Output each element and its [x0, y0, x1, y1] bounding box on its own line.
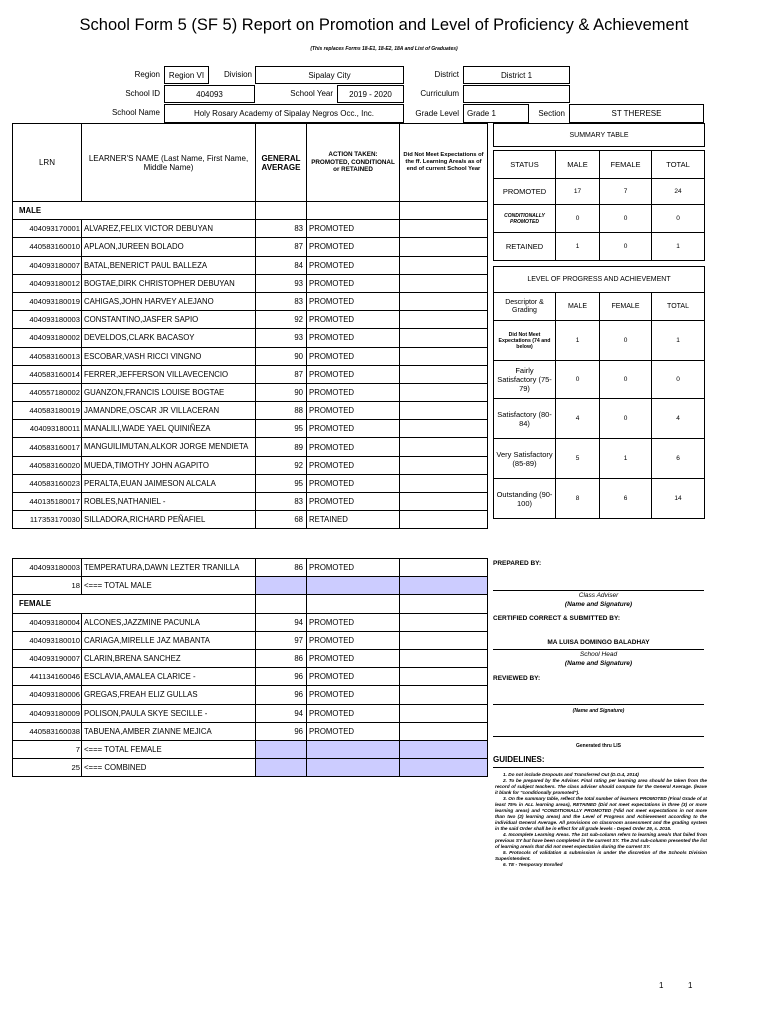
general-average-cell: 96	[256, 686, 307, 704]
school-name-label: School Name	[111, 108, 160, 117]
not-met-cell	[400, 704, 488, 722]
learner-name-cell: APLAON,JUREEN BOLADO	[82, 238, 256, 256]
progress-female: 0	[600, 321, 652, 361]
section-field: ST THERESE	[569, 104, 704, 123]
learner-name-cell: ALVAREZ,FELIX VICTOR DEBUYAN	[82, 220, 256, 238]
table-row	[13, 649, 488, 667]
table-row	[13, 238, 488, 256]
table-row	[13, 347, 488, 365]
progress-total: 6	[652, 439, 705, 479]
not-met-cell	[400, 511, 488, 529]
lrn-cell: 404093180007	[13, 256, 82, 274]
reviewer-name-signature: (Name and Signature)	[572, 708, 625, 714]
general-average-cell: 93	[256, 274, 307, 292]
general-average-cell: 86	[256, 649, 307, 667]
progress-male: 5	[556, 439, 600, 479]
not-met-cell	[400, 292, 488, 310]
school-year-label: School Year	[290, 89, 333, 98]
not-met-cell	[400, 365, 488, 383]
action-taken-cell: PROMOTED	[307, 649, 400, 667]
table-row	[13, 631, 488, 649]
summary-female: 0	[600, 233, 652, 261]
general-average-cell: 84	[256, 256, 307, 274]
progress-total: 4	[652, 399, 705, 439]
guidelines-title: GUIDELINES:	[493, 755, 545, 764]
summary-h-male: MALE	[556, 151, 600, 179]
page-total: 1	[688, 981, 693, 990]
progress-h-male: MALE	[556, 293, 600, 321]
guidelines-list	[495, 772, 707, 868]
progress-male: 1	[556, 321, 600, 361]
not-met-cell	[400, 311, 488, 329]
combined-label: <=== COMBINED	[82, 759, 256, 777]
lrn-cell: 404093180006	[13, 686, 82, 704]
generated-label: Generated thru LIS	[575, 743, 621, 749]
action-taken-cell: PROMOTED	[307, 613, 400, 631]
table-row	[13, 668, 488, 686]
not-met-cell	[400, 686, 488, 704]
lrn-cell: 440583160014	[13, 365, 82, 383]
general-average-cell: 83	[256, 493, 307, 511]
not-met-cell	[400, 220, 488, 238]
table-row	[13, 220, 488, 238]
lrn-cell: 404093180009	[13, 704, 82, 722]
summary-caption: SUMMARY TABLE	[494, 124, 705, 147]
not-met-cell	[400, 438, 488, 456]
not-met-cell	[400, 559, 488, 577]
guideline-item: 5. Protocols of validation & submission is under the discretion of the Schools Division Superintendent.	[495, 850, 707, 861]
general-average-cell: 94	[256, 704, 307, 722]
action-taken-cell: PROMOTED	[307, 722, 400, 740]
table-row	[13, 311, 488, 329]
general-average-cell: 86	[256, 559, 307, 577]
not-met-cell	[400, 722, 488, 740]
head-name-signature: (Name and Signature)	[564, 660, 633, 667]
general-average-cell: 96	[256, 668, 307, 686]
reviewed-by-label: REVIEWED BY:	[493, 675, 541, 682]
learner-name-cell: GUANZON,FRANCIS LOUISE BOGTAE	[82, 383, 256, 401]
summary-table	[493, 123, 705, 519]
learner-name-cell: BATAL,BENERICT PAUL BALLEZA	[82, 256, 256, 274]
table-row	[13, 511, 488, 529]
lrn-cell: 440557180002	[13, 383, 82, 401]
general-average-cell: 92	[256, 311, 307, 329]
action-taken-cell: PROMOTED	[307, 456, 400, 474]
summary-status: CONDITIONALLY PROMOTED	[494, 205, 556, 233]
action-taken-cell: PROMOTED	[307, 704, 400, 722]
lrn-cell: 440583160017	[13, 438, 82, 456]
col-general-average: GENERAL AVERAGE	[256, 124, 307, 202]
general-average-cell: 90	[256, 347, 307, 365]
learner-name-cell: TABUENA,AMBER ZIANNE MEJICA	[82, 722, 256, 740]
action-taken-cell: PROMOTED	[307, 402, 400, 420]
progress-total: 14	[652, 479, 705, 519]
action-taken-cell: PROMOTED	[307, 220, 400, 238]
general-average-cell: 90	[256, 383, 307, 401]
summary-h-female: FEMALE	[600, 151, 652, 179]
class-adviser-label: Class Adviser	[578, 592, 619, 599]
progress-female: 1	[600, 439, 652, 479]
table-row	[13, 493, 488, 511]
generated-line	[493, 736, 704, 737]
summary-h-status: STATUS	[494, 151, 556, 179]
action-taken-cell: PROMOTED	[307, 365, 400, 383]
progress-male: 8	[556, 479, 600, 519]
not-met-cell	[400, 238, 488, 256]
progress-female: 0	[600, 361, 652, 399]
district-field: District 1	[463, 66, 570, 84]
progress-total: 0	[652, 361, 705, 399]
general-average-cell: 95	[256, 420, 307, 438]
guidelines-line	[493, 767, 704, 768]
table-row	[13, 559, 488, 577]
progress-male: 4	[556, 399, 600, 439]
head-signature-line	[493, 649, 704, 650]
summary-male: 17	[556, 179, 600, 205]
action-taken-cell: PROMOTED	[307, 668, 400, 686]
progress-male: 0	[556, 361, 600, 399]
total-female-label: <=== TOTAL FEMALE	[82, 740, 256, 758]
guideline-item: 1. Do not include Dropouts and Transferred Out (D.O.4, 2014)	[503, 772, 639, 777]
progress-female: 0	[600, 399, 652, 439]
general-average-cell: 92	[256, 456, 307, 474]
general-average-cell: 94	[256, 613, 307, 631]
general-average-cell: 96	[256, 722, 307, 740]
lrn-cell: 404093170001	[13, 220, 82, 238]
grade-level-field: Grade 1	[463, 104, 529, 123]
progress-h-desc: Descriptor & Grading	[494, 293, 556, 321]
action-taken-cell: PROMOTED	[307, 474, 400, 492]
not-met-cell	[400, 649, 488, 667]
learner-name-cell: CAHIGAS,JOHN HARVEY ALEJANO	[82, 292, 256, 310]
learner-name-cell: ESCOBAR,VASH RICCI VINGNO	[82, 347, 256, 365]
reviewer-signature-line	[493, 704, 704, 705]
learner-name-cell: DEVELDOS,CLARK BACASOY	[82, 329, 256, 347]
lrn-cell: 440583160010	[13, 238, 82, 256]
curriculum-label: Curriculum	[420, 89, 459, 98]
summary-total: 0	[652, 205, 705, 233]
lrn-cell: 440583180019	[13, 402, 82, 420]
progress-female: 6	[600, 479, 652, 519]
summary-status: RETAINED	[494, 233, 556, 261]
col-learner-name: LEARNER'S NAME (Last Name, First Name, Middle Name)	[82, 124, 256, 202]
table-row	[13, 613, 488, 631]
summary-total: 24	[652, 179, 705, 205]
lrn-cell: 404093180004	[13, 613, 82, 631]
action-taken-cell: PROMOTED	[307, 274, 400, 292]
not-met-cell	[400, 456, 488, 474]
learner-name-cell: TEMPERATURA,DAWN LEZTER TRANILLA	[82, 559, 256, 577]
learner-name-cell: PERALTA,EUAN JAIMESON ALCALA	[82, 474, 256, 492]
general-average-cell: 87	[256, 365, 307, 383]
summary-male: 0	[556, 205, 600, 233]
col-lrn: LRN	[13, 124, 82, 202]
not-met-cell	[400, 493, 488, 511]
learner-name-cell: CONSTANTINO,JASFER SAPIO	[82, 311, 256, 329]
summary-h-total: TOTAL	[652, 151, 705, 179]
region-field: Region VI	[164, 66, 209, 84]
learner-name-cell: FERRER,JEFFERSON VILLAVECENCIO	[82, 365, 256, 383]
summary-status: PROMOTED	[494, 179, 556, 205]
progress-desc: Outstanding (90-100)	[494, 479, 556, 519]
action-taken-cell: PROMOTED	[307, 347, 400, 365]
table-row	[13, 383, 488, 401]
learner-name-cell: BOGTAE,DIRK CHRISTOPHER DEBUYAN	[82, 274, 256, 292]
action-taken-cell: PROMOTED	[307, 438, 400, 456]
prepared-by-label: PREPARED BY:	[493, 560, 542, 567]
lrn-cell: 441134160046	[13, 668, 82, 686]
school-id-field: 404093	[164, 85, 255, 103]
not-met-cell	[400, 329, 488, 347]
general-average-cell: 83	[256, 220, 307, 238]
table-row	[13, 274, 488, 292]
school-header	[0, 66, 768, 124]
action-taken-cell: PROMOTED	[307, 256, 400, 274]
summary-total: 1	[652, 233, 705, 261]
page-number: 1	[659, 981, 664, 990]
region-label: Region	[134, 70, 160, 79]
learner-name-cell: ESCLAVIA,AMALEA CLARICE -	[82, 668, 256, 686]
not-met-cell	[400, 420, 488, 438]
progress-h-total: TOTAL	[652, 293, 705, 321]
progress-caption: LEVEL OF PROGRESS AND ACHIEVEMENT	[494, 267, 705, 293]
progress-h-female: FEMALE	[600, 293, 652, 321]
school-head-label: School Head	[579, 651, 618, 658]
summary-female: 7	[600, 179, 652, 205]
lrn-cell: 440583160023	[13, 474, 82, 492]
male-section-label: MALE	[13, 202, 256, 220]
table-row	[13, 292, 488, 310]
guideline-item: 2. To be prepared by the Adviser. Final rating per learning area should be taken from the record of subject teachers. The class adviser should compute for the General Average. (leave it blank for "conditionally promoted").	[495, 778, 707, 795]
learner-name-cell: GREGAS,FREAH ELIZ GULLAS	[82, 686, 256, 704]
learner-name-cell: ROBLES,NATHANIEL -	[82, 493, 256, 511]
progress-desc: Very Satisfactory (85-89)	[494, 439, 556, 479]
not-met-cell	[400, 613, 488, 631]
learners-table	[12, 123, 488, 529]
division-field: Sipalay City	[255, 66, 404, 84]
school-year-field: 2019 - 2020	[337, 85, 404, 103]
action-taken-cell: PROMOTED	[307, 631, 400, 649]
action-taken-cell: PROMOTED	[307, 292, 400, 310]
form-subtitle: (This replaces Forms 18-E1, 18-E2, 18A and List of Graduates)	[310, 46, 458, 52]
table-row	[13, 456, 488, 474]
lrn-cell: 117353170030	[13, 511, 82, 529]
learner-name-cell: ALCONES,JAZZMINE PACUNLA	[82, 613, 256, 631]
progress-desc: Fairly Satisfactory (75-79)	[494, 361, 556, 399]
form-title: School Form 5 (SF 5) Report on Promotion and Level of Proficiency & Achievement	[79, 16, 689, 34]
lrn-cell: 440583160013	[13, 347, 82, 365]
not-met-cell	[400, 383, 488, 401]
lrn-cell: 404093180002	[13, 329, 82, 347]
total-male-count: 18	[13, 577, 82, 595]
general-average-cell: 87	[256, 238, 307, 256]
lrn-cell: 440135180017	[13, 493, 82, 511]
learner-name-cell: MUEDA,TIMOTHY JOHN AGAPITO	[82, 456, 256, 474]
not-met-cell	[400, 474, 488, 492]
lrn-cell: 404093180010	[13, 631, 82, 649]
not-met-cell	[400, 402, 488, 420]
not-met-cell	[400, 256, 488, 274]
col-not-met: Did Not Meet Expectations of the ff. Learning Area/s as of end of current School Year	[400, 124, 488, 202]
school-head-name: MA LUISA DOMINGO BALADHAY	[547, 639, 650, 646]
district-label: District	[434, 70, 459, 79]
guideline-item: 4. Incomplete Learning Areas. The 1st sub-column refers to learning area/s that failed from previous SY but have been completed in the current SY. The 2nd sub-column presented the list of learning area/s that did not meet expectation during the current SY.	[495, 832, 707, 849]
guideline-item: 6. TE - Temporary Enrolled	[503, 862, 563, 867]
general-average-cell: 88	[256, 402, 307, 420]
table-row	[13, 438, 488, 456]
general-average-cell: 95	[256, 474, 307, 492]
general-average-cell: 89	[256, 438, 307, 456]
general-average-cell: 93	[256, 329, 307, 347]
action-taken-cell: PROMOTED	[307, 329, 400, 347]
progress-total: 1	[652, 321, 705, 361]
adviser-name-signature: (Name and Signature)	[564, 601, 633, 608]
lrn-cell: 404093180012	[13, 274, 82, 292]
general-average-cell: 68	[256, 511, 307, 529]
table-row	[13, 256, 488, 274]
summary-male: 1	[556, 233, 600, 261]
action-taken-cell: PROMOTED	[307, 311, 400, 329]
section-label: Section	[538, 109, 565, 118]
table-row	[13, 704, 488, 722]
action-taken-cell: PROMOTED	[307, 559, 400, 577]
division-label: Division	[223, 70, 252, 79]
learner-name-cell: CLARIN,BRENA SANCHEZ	[82, 649, 256, 667]
progress-desc: Satisfactory (80-84)	[494, 399, 556, 439]
table-row	[13, 402, 488, 420]
table-row	[13, 474, 488, 492]
school-id-label: School ID	[125, 89, 160, 98]
school-name-field: Holy Rosary Academy of Sipalay Negros Occ., Inc.	[164, 104, 404, 123]
action-taken-cell: PROMOTED	[307, 493, 400, 511]
table-row	[13, 722, 488, 740]
combined-count: 25	[13, 759, 82, 777]
action-taken-cell: PROMOTED	[307, 686, 400, 704]
total-female-count: 7	[13, 740, 82, 758]
action-taken-cell: PROMOTED	[307, 383, 400, 401]
curriculum-field	[463, 85, 570, 103]
total-male-label: <=== TOTAL MALE	[82, 577, 256, 595]
learner-name-cell: MANALILI,WADE YAEL QUINIÑEZA	[82, 420, 256, 438]
action-taken-cell: PROMOTED	[307, 238, 400, 256]
lrn-cell: 440583160020	[13, 456, 82, 474]
general-average-cell: 83	[256, 292, 307, 310]
lrn-cell: 404093180019	[13, 292, 82, 310]
female-section-label: FEMALE	[13, 595, 256, 613]
learners-table-cont	[12, 558, 488, 777]
learner-name-cell: CARIAGA,MIRELLE JAZ MABANTA	[82, 631, 256, 649]
table-row	[13, 329, 488, 347]
certified-label: CERTIFIED CORRECT & SUBMITTED BY:	[493, 615, 620, 622]
lrn-cell: 404093180003	[13, 559, 82, 577]
learner-name-cell: POLISON,PAULA SKYE SECILLE -	[82, 704, 256, 722]
not-met-cell	[400, 668, 488, 686]
learner-name-cell: SILLADORA,RICHARD PEÑAFIEL	[82, 511, 256, 529]
summary-female: 0	[600, 205, 652, 233]
guideline-item: 3. On the summary table, reflect the total number of learners PROMOTED (Final Grade of at least 75% in ALL learning areas), RETAINED (Did not meet expectations in three (3) or more learning areas) and *CONDITIONALLY PROMOTED (*did not meet expectations in not more than two (2) learning areas) and the Level of Progress and Achievement according to the individual General Average. All provisions on classroom assessment and the grading system in the said Order shall be in effect for all grade levels - Deped Order 29, s. 2015.	[495, 796, 707, 831]
lrn-cell: 440583160038	[13, 722, 82, 740]
not-met-cell	[400, 347, 488, 365]
action-taken-cell: PROMOTED	[307, 420, 400, 438]
learner-name-cell: MANGUILIMUTAN,ALKOR JORGE MENDIETA	[82, 438, 256, 456]
progress-desc: Did Not Meet Expectations (74 and below)	[494, 321, 556, 361]
action-taken-cell: RETAINED	[307, 511, 400, 529]
learner-name-cell: JAMANDRE,OSCAR JR VILLACERAN	[82, 402, 256, 420]
lrn-cell: 404093180003	[13, 311, 82, 329]
table-row	[13, 420, 488, 438]
table-row	[13, 365, 488, 383]
col-action-taken: ACTION TAKEN: PROMOTED, CONDITIONAL or RETAINED	[307, 124, 400, 202]
not-met-cell	[400, 631, 488, 649]
lrn-cell: 404093190007	[13, 649, 82, 667]
table-row	[13, 686, 488, 704]
general-average-cell: 97	[256, 631, 307, 649]
not-met-cell	[400, 274, 488, 292]
adviser-signature-line	[493, 590, 704, 591]
grade-level-label: Grade Level	[415, 109, 459, 118]
lrn-cell: 404093180011	[13, 420, 82, 438]
